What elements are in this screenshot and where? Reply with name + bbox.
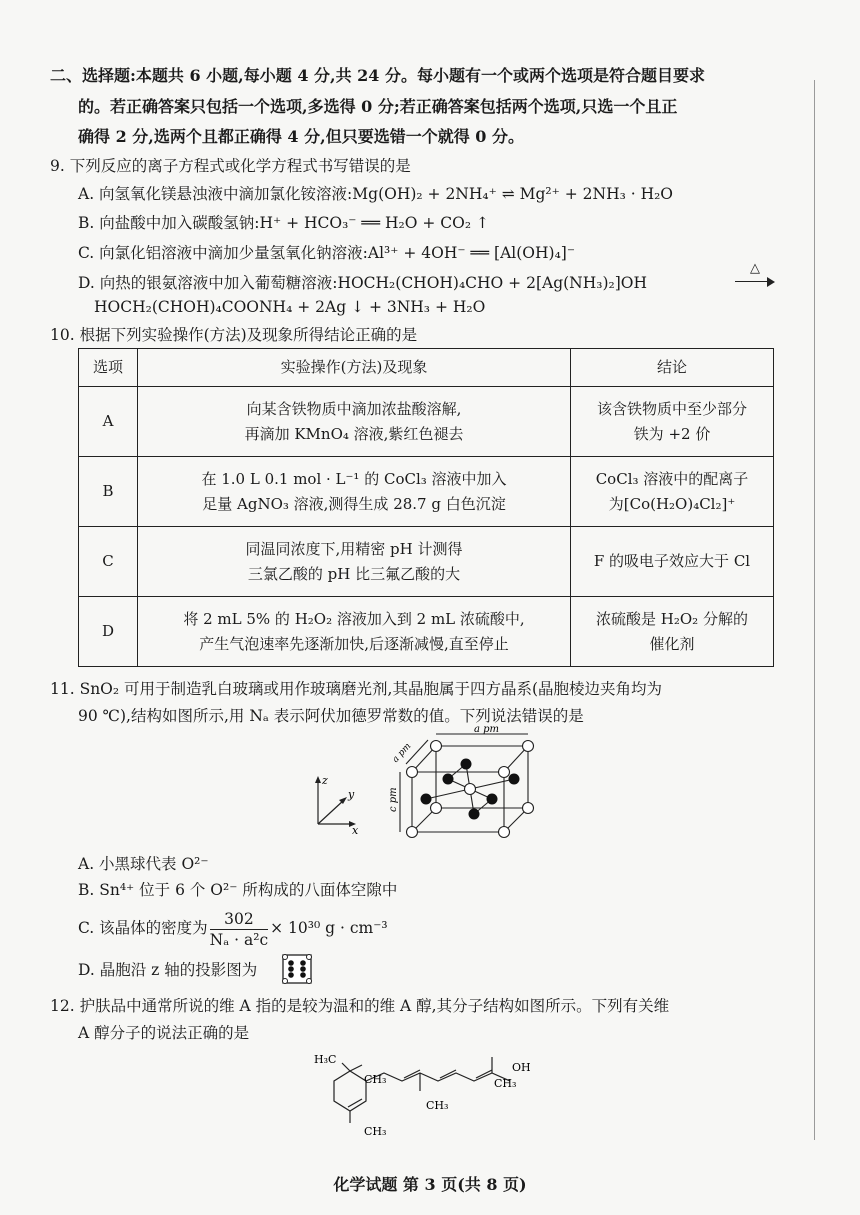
row-conclusion	[571, 597, 774, 667]
conclusion-line: 催化剂	[649, 634, 695, 653]
q12-stem-line2: A 醇分子的说法正确的是	[78, 1024, 250, 1042]
row-operation	[138, 457, 571, 527]
margin-line	[814, 80, 815, 1140]
op-line: 产生气泡速率先逐渐加快,后逐渐减慢,直至停止	[199, 634, 509, 653]
table-row	[79, 457, 774, 527]
conclusion-line: 铁为 +2 价	[633, 424, 711, 443]
axes-figure	[308, 772, 368, 834]
row-operation	[138, 527, 571, 597]
q12-stem-line1: 12. 护肤品中通常所说的维 A 指的是较为温和的维 A 醇,其分子结构如图所示。下列有关维	[50, 997, 670, 1015]
q9-option-a: A. 向氢氧化镁悬浊液中滴加氯化铵溶液:Mg(OH)₂ + 2NH₄⁺ ⇌ Mg²⁺ + 2NH₃ · H₂O	[78, 185, 674, 203]
table-row	[79, 387, 774, 457]
q9-option-d-line2: HOCH₂(CHOH)₄COONH₄ + 2Ag ↓ + 3NH₃ + H₂O	[94, 298, 486, 316]
mol-label: CH₃	[364, 1073, 387, 1086]
option-c-prefix: C. 该晶体的密度为	[78, 919, 208, 937]
row-label: D	[79, 597, 138, 667]
section-header-line2: 的。若正确答案只包括一个选项,多选得 0 分;若正确答案包括两个选项,只选一个且正	[78, 97, 678, 116]
table-header-cell: 选项	[79, 349, 138, 387]
table-header-row	[79, 349, 774, 387]
q11-option-c	[78, 908, 388, 950]
op-line: 再滴加 KMnO₄ 溶液,紫红色褪去	[244, 424, 464, 443]
fig-a-label: a pm	[474, 724, 500, 735]
row-operation	[138, 387, 571, 457]
experiment-table	[78, 348, 774, 667]
axis-z-label: z	[322, 774, 328, 787]
row-conclusion	[571, 527, 774, 597]
q9-option-b: B. 向盐酸中加入碳酸氢钠:H⁺ + HCO₃⁻ ══ H₂O + CO₂ ↑	[78, 214, 489, 232]
q11-stem-line2: 90 ℃),结构如图所示,用 Nₐ 表示阿伏加德罗常数的值。下列说法错误的是	[78, 707, 584, 725]
mol-label: CH₃	[364, 1125, 387, 1138]
section-header-line1: 二、选择题:本题共 6 小题,每小题 4 分,共 24 分。每小题有一个或两个选项是符合题目要求	[50, 66, 706, 85]
q11-option-d: D. 晶胞沿 z 轴的投影图为	[78, 961, 258, 979]
table-row	[79, 527, 774, 597]
q11-stem-line1: 11. SnO₂ 可用于制造乳白玻璃或用作玻璃磨光剂,其晶胞属于四方晶系(晶胞棱边夹角均为	[50, 680, 663, 698]
row-label: C	[79, 527, 138, 597]
q9-stem: 9. 下列反应的离子方程式或化学方程式书写错误的是	[50, 157, 411, 175]
table-header-cell: 结论	[571, 349, 774, 387]
conclusion-line: 该含铁物质中至少部分	[596, 399, 747, 418]
option-c-suffix: × 10³⁰ g · cm⁻³	[270, 919, 388, 937]
op-line: 将 2 mL 5% 的 H₂O₂ 溶液加入到 2 mL 浓硫酸中,	[183, 609, 525, 628]
retinol-structure	[304, 1043, 544, 1143]
table-row	[79, 597, 774, 667]
conclusion-line: 浓硫酸是 H₂O₂ 分解的	[596, 609, 748, 628]
row-label: B	[79, 457, 138, 527]
mol-label: H₃C	[314, 1053, 337, 1066]
section-header-line3: 确得 2 分,选两个且都正确得 4 分,但只要选错一个就得 0 分。	[78, 127, 524, 146]
op-line: 同温同浓度下,用精密 pH 计测得	[245, 539, 463, 558]
fraction-numerator: 302	[210, 909, 268, 930]
op-line: 足量 AgNO₃ 溶液,测得生成 28.7 g 白色沉淀	[202, 494, 506, 513]
axis-x-label: x	[352, 824, 359, 834]
mol-label: CH₃	[426, 1099, 449, 1112]
mol-label: OH	[512, 1061, 531, 1074]
fig-c-label: c pm	[388, 787, 399, 812]
row-label: A	[79, 387, 138, 457]
fig-a2-label: a pm	[390, 741, 414, 765]
mol-label: CH₃	[494, 1077, 517, 1090]
q9-arrow-label: △	[750, 261, 760, 276]
projection-figure	[282, 954, 312, 984]
q10-stem: 10. 根据下列实验操作(方法)及现象所得结论正确的是	[50, 326, 418, 344]
q9-option-d-line1: D. 向热的银氨溶液中加入葡萄糖溶液:HOCH₂(CHOH)₄CHO + 2[Ag(NH₃)₂]OH	[78, 274, 647, 292]
fraction-denominator: Nₐ · a²c	[209, 930, 269, 949]
q11-option-b: B. Sn⁴⁺ 位于 6 个 O²⁻ 所构成的八面体空隙中	[78, 881, 398, 899]
op-line: 向某含铁物质中滴加浓盐酸溶解,	[246, 399, 462, 418]
q9-arrow-head	[767, 277, 775, 287]
crystal-cell-figure	[378, 724, 558, 842]
axis-y-label: y	[348, 788, 355, 801]
page-footer: 化学试题 第 3 页(共 8 页)	[333, 1175, 527, 1194]
table-header-cell: 实验操作(方法)及现象	[138, 349, 571, 387]
conclusion-line: CoCl₃ 溶液中的配离子	[595, 469, 749, 488]
row-conclusion	[571, 457, 774, 527]
density-fraction	[210, 909, 268, 950]
row-conclusion	[571, 387, 774, 457]
op-line: 三氯乙酸的 pH 比三氟乙酸的大	[247, 564, 461, 583]
q11-option-a: A. 小黑球代表 O²⁻	[78, 855, 209, 873]
q9-option-c: C. 向氯化铝溶液中滴加少量氢氧化钠溶液:Al³⁺ + 4OH⁻ ══ [Al(OH)₄]⁻	[78, 244, 576, 262]
conclusion-line: 为[Co(H₂O)₄Cl₂]⁺	[608, 494, 736, 513]
conclusion-line: F 的吸电子效应大于 Cl	[593, 552, 751, 570]
op-line: 在 1.0 L 0.1 mol · L⁻¹ 的 CoCl₃ 溶液中加入	[201, 469, 507, 488]
row-operation	[138, 597, 571, 667]
